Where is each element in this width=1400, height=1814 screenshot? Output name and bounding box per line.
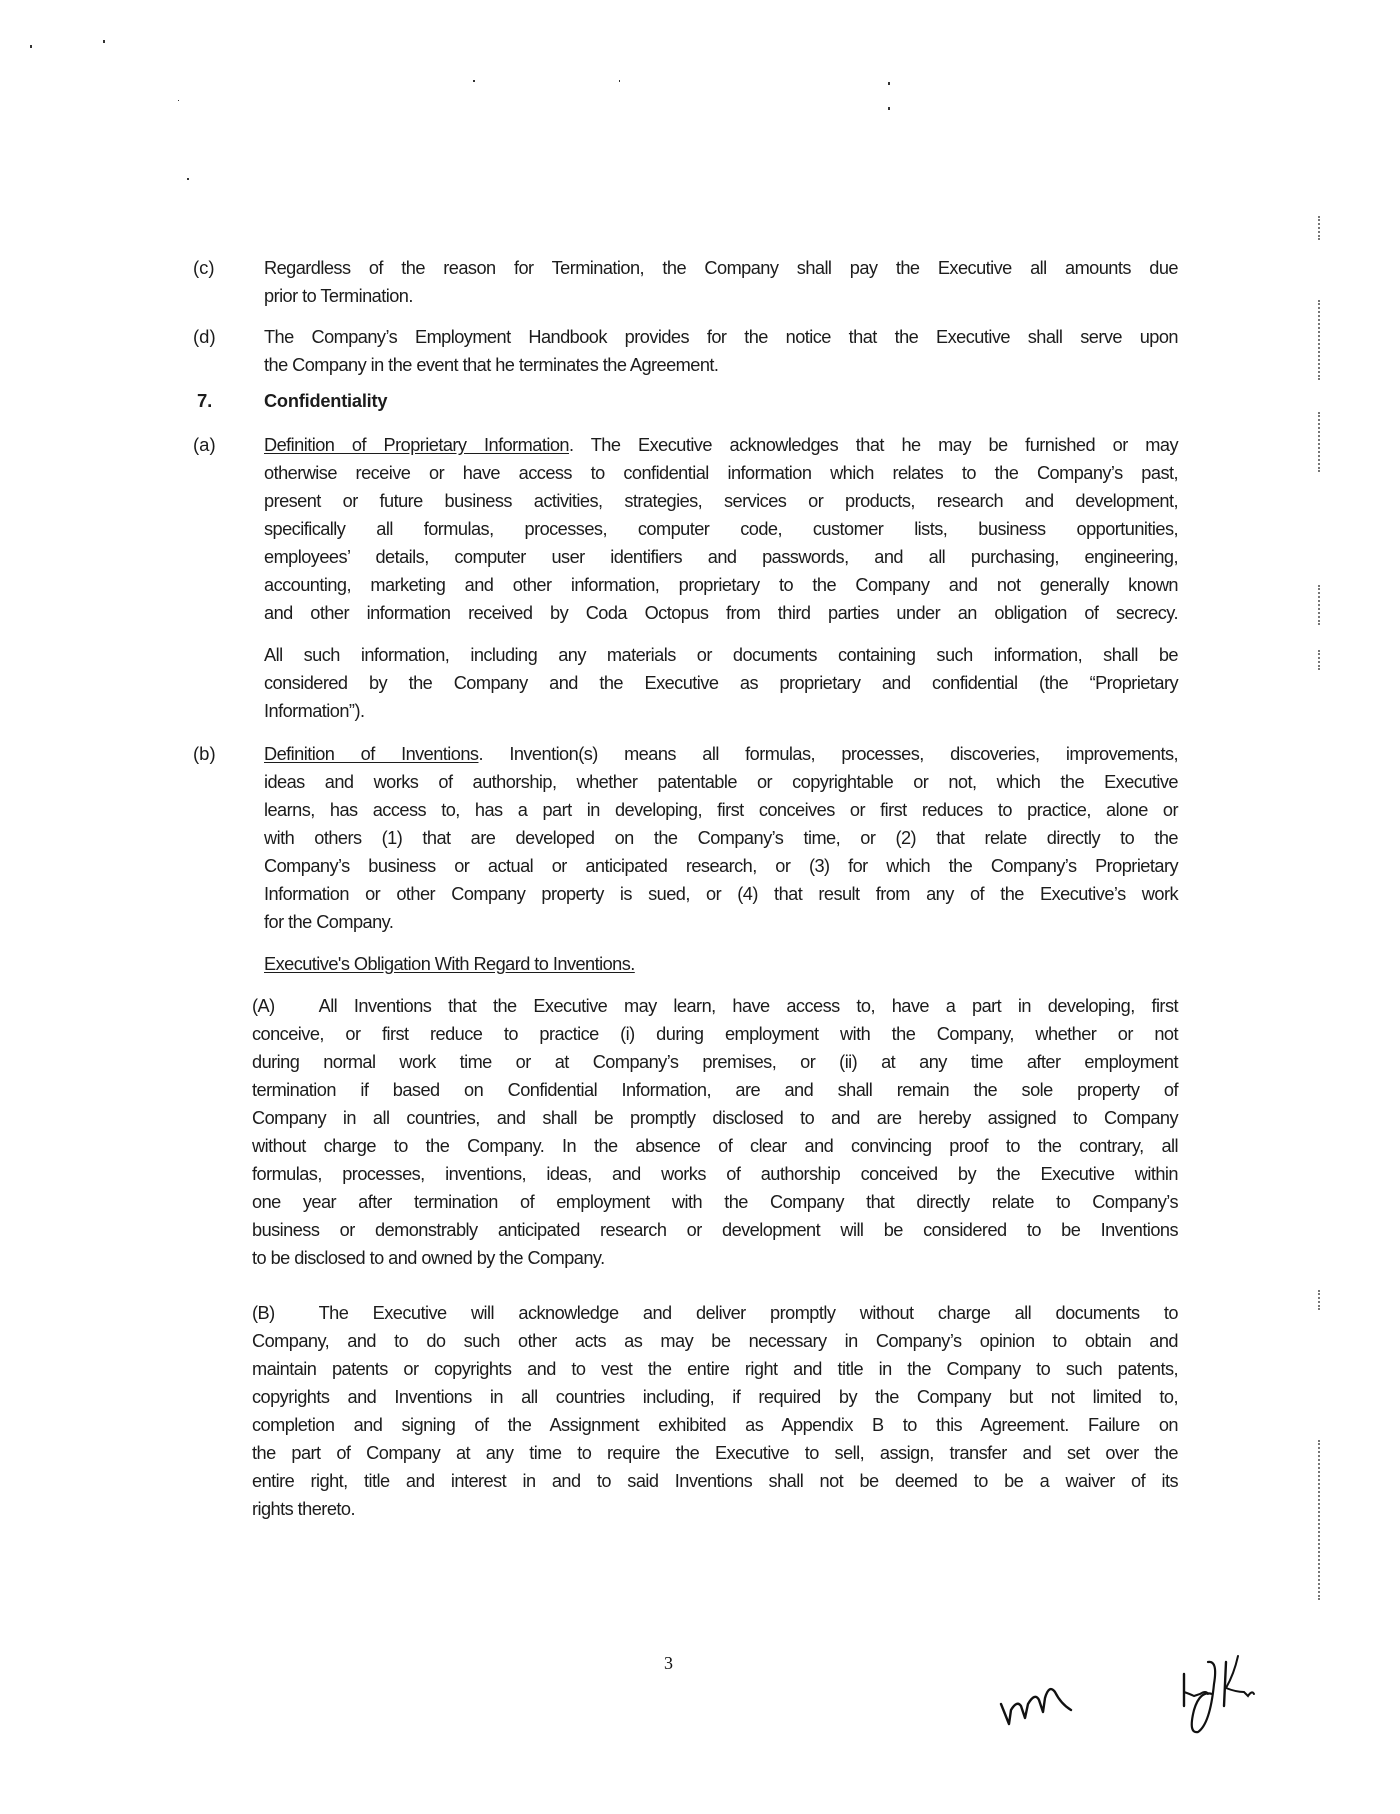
paragraph-b-line: Company’s business or actual or anticipated research, or (3) for which the Company’s Proprietary — [264, 856, 1178, 876]
scan-speck — [473, 80, 475, 82]
paragraph-b-line — [264, 740, 1178, 768]
paragraph-a-continuation-line: Information”). — [264, 701, 365, 721]
paragraph-A-line — [252, 992, 1178, 1020]
scan-speck — [178, 100, 179, 101]
paragraph-b-text: . Invention(s) means all formulas, processes, discoveries, improvements, — [478, 744, 1178, 764]
paragraph-a-line: present or future business activities, strategies, services or products, research and development, — [264, 491, 1178, 511]
paragraph-b-label: (b) — [193, 743, 216, 764]
paragraph-A-line: one year after termination of employment with the Company that directly relate to Company’s — [252, 1192, 1178, 1212]
paragraph-B-line: Company, and to do such other acts as may be necessary in Company’s opinion to obtain and — [252, 1331, 1178, 1351]
paragraph-a-line: and other information received by Coda Octopus from third parties under an obligation of secrecy. — [264, 603, 1178, 623]
scan-speck — [103, 40, 105, 43]
page-number: 3 — [664, 1653, 673, 1673]
paragraph-a-continuation-line: considered by the Company and the Executive as proprietary and confidential (the “Proprietary — [264, 673, 1178, 693]
paragraph-A-line: business or demonstrably anticipated research or development will be considered to be Inventions — [252, 1220, 1178, 1240]
paragraph-A-line: formulas, processes, inventions, ideas, and works of authorship conceived by the Executive within — [252, 1164, 1178, 1184]
paragraph-a-continuation-line: All such information, including any materials or documents containing such information, shall be — [264, 645, 1178, 665]
mm-initials-signature — [995, 1670, 1075, 1734]
paragraph-a-line: specifically all formulas, processes, computer code, customer lists, business opportunities, — [264, 519, 1178, 539]
paragraph-d-line: the Company in the event that he terminates the Agreement. — [264, 355, 719, 375]
scan-edge-mark — [1318, 585, 1322, 625]
paragraph-A-line: conceive, or first reduce to practice (i) during employment with the Company, whether or not — [252, 1024, 1178, 1044]
paragraph-B-line — [252, 1299, 1178, 1327]
scan-edge-mark — [1318, 216, 1322, 240]
paragraph-B-line: rights thereto. — [252, 1499, 355, 1519]
paragraph-a-text: . The Executive acknowledges that he may be furnished or may — [568, 435, 1179, 455]
paragraph-a-line: otherwise receive or have access to confidential information which relates to the Company’s past, — [264, 463, 1178, 483]
proprietary-information-heading: Definition of Proprietary Information — [264, 435, 569, 455]
paragraph-a-line: employees’ details, computer user identifiers and passwords, and all purchasing, engineering, — [264, 547, 1178, 567]
paragraph-a-line: accounting, marketing and other information, proprietary to the Company and not generally known — [264, 575, 1178, 595]
paragraph-B-line: completion and signing of the Assignment exhibited as Appendix B to this Agreement. Failure on — [252, 1415, 1178, 1435]
scan-edge-mark — [1318, 650, 1322, 670]
paragraph-A-line: without charge to the Company. In the absence of clear and convincing proof to the contrary, all — [252, 1136, 1178, 1156]
scan-speck — [187, 178, 189, 180]
paragraph-A-line: termination if based on Confidential Information, are and shall remain the sole property of — [252, 1080, 1178, 1100]
paragraph-A-text: All Inventions that the Executive may learn, have access to, have a part in developing, first — [318, 996, 1178, 1016]
paragraph-c-line: prior to Termination. — [264, 286, 413, 306]
paragraph-b-line: ideas and works of authorship, whether patentable or copyrightable or not, which the Executive — [264, 772, 1178, 792]
paragraph-A-line: Company in all countries, and shall be promptly disclosed to and are hereby assigned to Company — [252, 1108, 1178, 1128]
inventions-heading: Definition of Inventions — [264, 744, 479, 764]
scan-edge-mark — [1318, 1290, 1322, 1310]
scan-speck — [30, 45, 32, 48]
paragraph-b-line: learns, has access to, has a part in developing, first conceives or first reduces to practice, alone or — [264, 800, 1178, 820]
paragraph-b-line: for the Company. — [264, 912, 394, 932]
paragraph-b-line: Information or other Company property is sued, or (4) that result from any of the Executive’s work — [264, 884, 1178, 904]
paragraph-a-label: (a) — [193, 434, 216, 455]
scan-edge-mark — [1318, 1440, 1322, 1600]
scan-speck — [888, 107, 890, 110]
obligation-heading-text: Executive's Obligation With Regard to Inventions. — [264, 954, 635, 974]
paragraph-c-label: (c) — [193, 257, 215, 278]
paragraph-A-label: (A) — [252, 996, 275, 1016]
section-title: Confidentiality — [264, 391, 388, 411]
scan-edge-mark — [1318, 300, 1322, 380]
paragraph-A-line: to be disclosed to and owned by the Company. — [252, 1248, 605, 1268]
paragraph-b-line: with others (1) that are developed on the Company’s time, or (2) that relate directly to the — [264, 828, 1178, 848]
paragraph-a-line — [264, 431, 1178, 459]
paragraph-B-line: copyrights and Inventions in all countries including, if required by the Company but not limited to, — [252, 1387, 1178, 1407]
paragraph-B-line: entire right, title and interest in and to said Inventions shall not be deemed to be a waiver of its — [252, 1471, 1178, 1491]
scan-speck — [888, 82, 890, 85]
paragraph-B-line: maintain patents or copyrights and to vest the entire right and title in the Company to such patents, — [252, 1359, 1178, 1379]
section-number: 7. — [197, 390, 213, 411]
paragraph-c-line: Regardless of the reason for Termination, the Company shall pay the Executive all amounts due — [264, 258, 1178, 278]
paragraph-A-line: during normal work time or at Company’s premises, or (ii) at any time after employment — [252, 1052, 1178, 1072]
paragraph-B-text: The Executive will acknowledge and deliver promptly without charge all documents to — [318, 1303, 1178, 1323]
paragraph-B-line: the part of Company at any time to require the Executive to sell, assign, transfer and set over the — [252, 1443, 1178, 1463]
scan-speck — [619, 80, 620, 82]
paragraph-d-label: (d) — [193, 326, 216, 347]
obligation-heading — [264, 950, 1178, 978]
kjk-initials-signature — [1178, 1654, 1258, 1738]
scan-edge-mark — [1318, 412, 1322, 472]
paragraph-d-line: The Company’s Employment Handbook provides for the notice that the Executive shall serve upon — [264, 327, 1178, 347]
paragraph-B-label: (B) — [252, 1303, 275, 1323]
